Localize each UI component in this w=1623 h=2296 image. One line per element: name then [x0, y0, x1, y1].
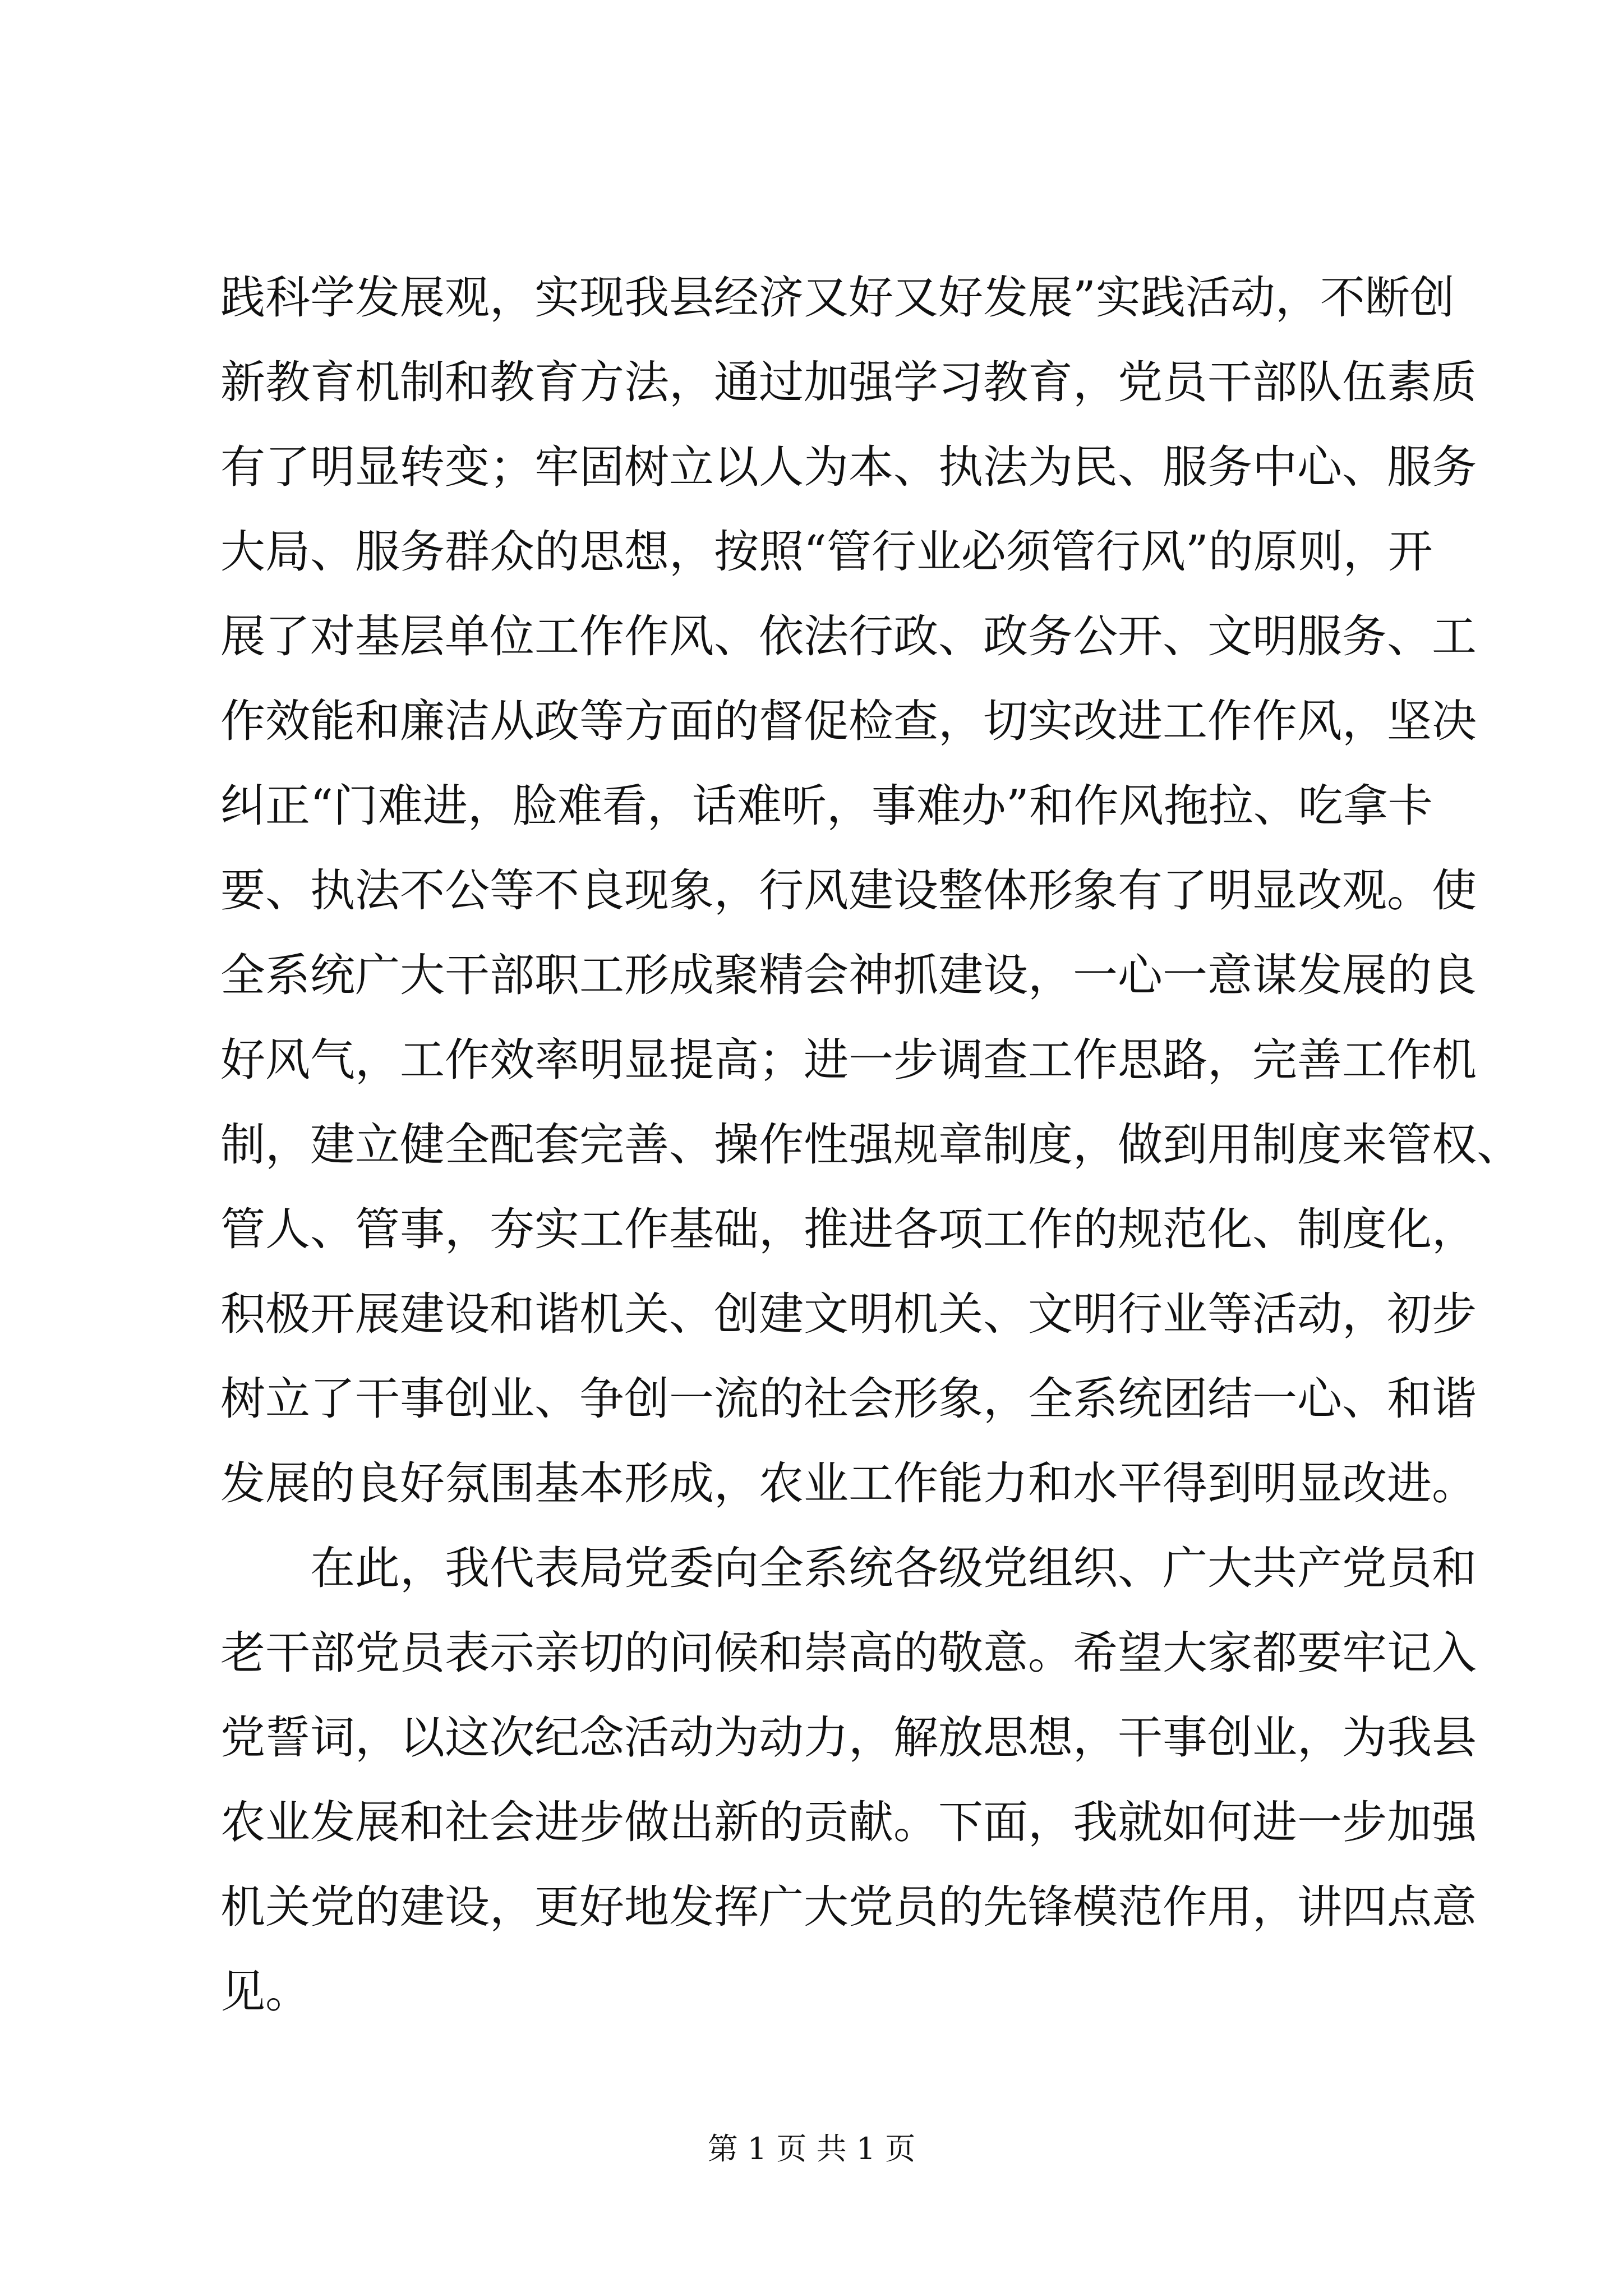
paragraph-1-line-15: 发展的良好氛围基本形成，农业工作能力和水平得到明显改进。	[220, 1457, 1477, 1510]
paragraph-2-line-1: 在此，我代表局党委向全系统各级党组织、广大共产党员和	[310, 1542, 1477, 1594]
paragraph-2-line-5: 机关党的建设，更好地发挥广大党员的先锋模范作用，讲四点意	[220, 1881, 1477, 1933]
paragraph-1-line-12: 管人、管事，夯实工作基础，推进各项工作的规范化、制度化，	[220, 1203, 1477, 1255]
paragraph-2-line-2: 老干部党员表示亲切的问候和崇高的敬意。希望大家都要牢记入	[220, 1627, 1477, 1679]
paragraph-1-line-4: 大局、服务群众的思想，按照“管行业必须管行风”的原则，开	[220, 526, 1433, 578]
paragraph-1-line-8: 要、执法不公等不良现象，行风建设整体形象有了明显改观。使	[220, 864, 1477, 917]
paragraph-1-line-9: 全系统广大干部职工形成聚精会神抓建设，一心一意谋发展的良	[220, 949, 1477, 1001]
paragraph-1-line-5: 展了对基层单位工作作风、依法行政、政务公开、文明服务、工	[220, 610, 1477, 662]
paragraph-1-line-3: 有了明显转变；牢固树立以人为本、执法为民、服务中心、服务	[220, 441, 1477, 493]
paragraph-1-line-10: 好风气，工作效率明显提高；进一步调查工作思路，完善工作机	[220, 1034, 1477, 1086]
paragraph-2-line-6: 见。	[220, 1966, 310, 2018]
paragraph-1-line-1: 践科学发展观，实现我县经济又好又好发展”实践活动，不断创	[220, 272, 1455, 324]
paragraph-1-line-7: 纠正“门难进，脸难看，话难听，事难办”和作风拖拉、吃拿卡	[220, 780, 1433, 832]
paragraph-1-line-13: 积极开展建设和谐机关、创建文明机关、文明行业等活动，初步	[220, 1288, 1477, 1340]
paragraph-1-line-11: 制，建立健全配套完善、操作性强规章制度，做到用制度来管权、	[220, 1119, 1521, 1171]
paragraph-1-line-6: 作效能和廉洁从政等方面的督促检查，切实改进工作作风，坚决	[220, 695, 1477, 747]
paragraph-1-line-2: 新教育机制和教育方法，通过加强学习教育，党员干部队伍素质	[220, 356, 1477, 408]
page-number-footer: 第 1 页 共 1 页	[707, 2131, 916, 2166]
paragraph-2-line-3: 党誓词，以这次纪念活动为动力，解放思想，干事创业，为我县	[220, 1711, 1477, 1764]
paragraph-2-line-4: 农业发展和社会进步做出新的贡献。下面，我就如何进一步加强	[220, 1796, 1477, 1848]
document-body	[220, 255, 1521, 2034]
paragraph-1-line-14: 树立了干事创业、争创一流的社会形象，全系统团结一心、和谐	[220, 1373, 1477, 1425]
